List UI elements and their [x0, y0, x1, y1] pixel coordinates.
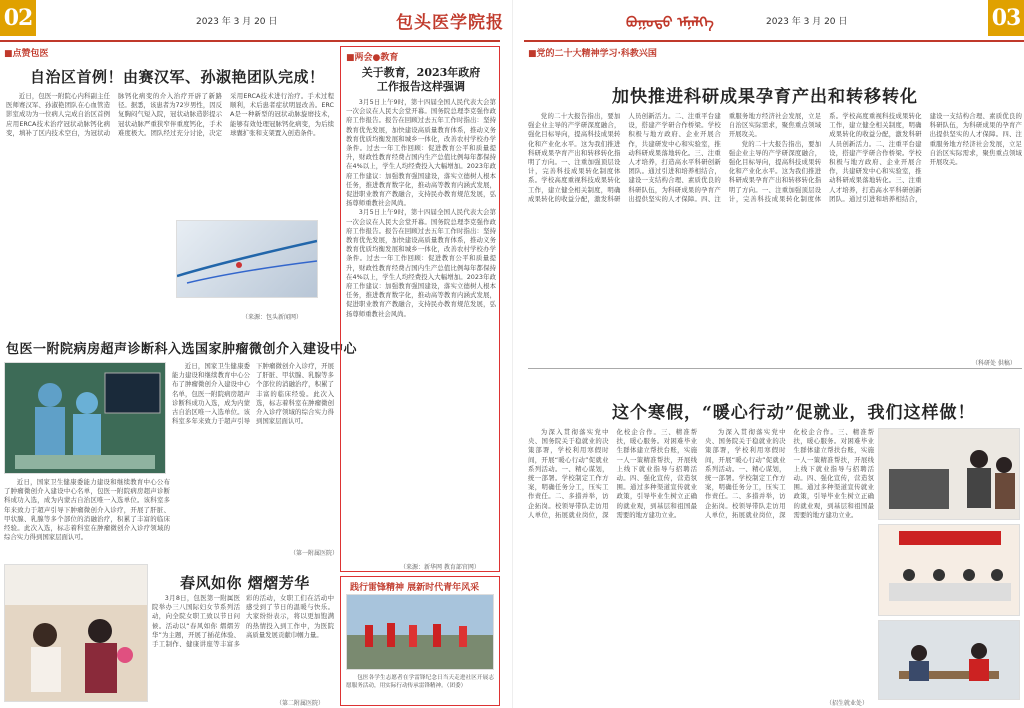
header-rule-left: [0, 40, 500, 42]
medical-device-photo: [176, 220, 318, 298]
meeting-illustration: [879, 525, 1020, 616]
article1-headline: 自治区首例！由赛汉军、孙淑艳团队完成！: [30, 68, 325, 86]
meeting-photo: [878, 524, 1020, 616]
date-left: 2023 年 3 月 20 日: [196, 16, 278, 27]
section-label-left: ■点赞包医: [4, 49, 49, 59]
office-photo: [878, 428, 1020, 520]
surgery-photo: [4, 362, 166, 474]
box-headline: [346, 66, 496, 94]
masthead-title: 包头医学院报: [396, 12, 504, 33]
right-article1-credit: （科研处 供稿）: [972, 360, 1016, 367]
box-label-leifeng: 践行雷锋精神 展新时代青年风采: [350, 583, 480, 593]
volunteer-illustration: [347, 595, 494, 670]
article3-credit: （第二附属医院）: [276, 700, 325, 707]
article2-headline: 包医一附院病房超声诊断科入选国家肿瘤微创介入建设中心: [6, 342, 358, 357]
page-number-left: 02: [0, 0, 36, 36]
right-article1-body: 党的二十大报告指出，要加强企业主导的产学研深度融合，强化目标导向，提高科技成果转化和产业化水平。这为我们推进科研成果孕育产出和转移转化指明了方向。一、注重加强顶层设计，完善科技成果转化制度体系。学校高度重视科技成果转化工作，建立健全相关制度，明确成果转化的收益分配，激发科研人员创新活力。二、注重平台建设，搭建产学研合作桥梁。学校积极与地方政府、企业开展合作，共建研发中心和实验室，推动科研成果落地转化。三、注重人才培养，打造高水平科研创新团队。通过引进和培养相结合，建设一支结构合理、素质优良的科研队伍，为科研成果的孕育产出提供坚实的人才保障。四、注重服务地方经济社会发展，立足自治区实际需求，聚焦重点领域开展攻关。 党的二十大报告指出，要加强企业主导的产学研深度融合，强化目标导向，提高科技成果转化和产业化水平。这为我们推进科研成果孕育产出和转移转化指明了方向。一、注重加强顶层设计，完善科技成果转化制度体系。学校高度重视科技成果转化工作，建立健全相关制度，明确成果转化的收益分配，激发科研人员创新活力。二、注重平台建设，搭建产学研合作桥梁。学校积极与地方政府、企业开展合作，共建研发中心和实验室，推动科研成果落地转化。三、注重人才培养，打造高水平科研创新团队。通过引进和培养相结合，建设一支结构合理、素质优良的科研队伍，为科研成果的孕育产出提供坚实的人才保障。四、注重服务地方经济社会发展，立足自治区实际需求，聚焦重点领域开展攻关。: [528, 112, 1022, 203]
page-number-right: 03: [988, 0, 1024, 36]
date-right: 2023 年 3 月 20 日: [766, 16, 848, 27]
box-body: 3月5日上午9时，第十四届全国人民代表大会第一次会议在人民大会堂开幕。国务院总理李克强作政府工作报告。报告在回顾过去五年工作时指出：坚持教育优先发展，加快建设高质量教育体系，推动义务教育优质均衡发展和城乡一体化，改善农村学校办学条件。过去一年工作回顾：促进教育公平和质量提升，财政性教育经费占国内生产总值比例每年都保持在4%以上，学生人均经费投入大幅增加。2023年政府工作建议：加强教育强国建设，落实立德树人根本任务，推进教育数字化，推动高等教育内涵式发展，促进职业教育产教融合，支持民办教育规范发展，弘扬尊师重教社会风尚。 3月5日上午9时，第十四届全国人民代表大会第一次会议在人民大会堂开幕。国务院总理李克强作政府工作报告。报告在回顾过去五年工作时指出：坚持教育优先发展，加快建设高质量教育体系，推动义务教育优质均衡发展和城乡一体化，改善农村学校办学条件。过去一年工作回顾：促进教育公平和质量提升，财政性教育经费占国内生产总值比例每年都保持在4%以上，学生人均经费投入大幅增加。2023年政府工作建议：加强教育强国建设，落实立德树人根本任务，推进教育数字化，推动高等教育内涵式发展，促进职业教育产教融合，支持民办教育规范发展，弘扬尊师重教社会风尚。: [346, 98, 496, 318]
article3-headline: 春风如你 熠熠芳华: [180, 574, 310, 592]
photo-caption: （来源：包头新闻网）: [242, 314, 303, 321]
box-headline-line1: 关于教育，2023年政府: [361, 66, 481, 79]
leifeng-caption: 包医各学生志愿者在学雷锋纪念日当天走进社区开展志愿服务活动，用实际行动传承雷锋精神。（团委）: [346, 675, 494, 689]
section-label-right: ■党的二十大精神学习·科教兴国: [528, 49, 657, 59]
box-label-left: ■两会●教育: [346, 53, 399, 63]
right-article1-headline: 加快推进科研成果孕育产出和转移转化: [612, 87, 918, 107]
article2-credit: （第一附属医院）: [290, 550, 339, 557]
event-illustration: [5, 565, 148, 702]
page-gutter: [512, 0, 513, 708]
article1-body: 近日，包医一附院心内科副主任医师赛汉军、孙淑艳团队在心血管造影室成功为一位病人完成自治区首例应用ERCA技术治疗冠状动脉钙化病变，填补了区内技术空白，为冠状动脉钙化病变的介入治疗开辟了新路径。据悉，该患者为72岁男性，因反复胸闷气短入院，冠状动脉造影提示冠状动脉严重狭窄伴重度钙化，手术难度极大。团队经过充分讨论，决定采用ERCA技术进行治疗。手术过程顺利，术后患者症状明显改善。ERCA是一种新型的冠状动脉旋磨技术，能够有效处理冠脉钙化病变，为后续球囊扩张和支架置入创造条件。: [6, 92, 334, 137]
volunteer-photo: [346, 594, 494, 670]
right-article2-headline: 这个寒假，“暖心行动”促就业，我们这样做！: [612, 403, 976, 423]
right-article2-body: 为深入贯彻落实党中央、国务院关于稳就业的决策部署，学校利用寒假时间，开展“暖心行动”促就业系列活动。一、精心谋划，统一部署。学校制定工作方案，明确任务分工，压实工作责任。二、多措并举，访企拓岗。校领导带队走访用人单位，拓展就业岗位，深化校企合作。三、精准帮扶，暖心服务。对困难毕业生群体建立帮扶台账，实施一人一策精准帮扶，开展线上线下就业指导与招聘活动。四、强化宣传，营造氛围。通过多种渠道宣传就业政策，引导毕业生树立正确的就业观，到基层和祖国最需要的地方建功立业。 为深入贯彻落实党中央、国务院关于稳就业的决策部署，学校利用寒假时间，开展“暖心行动”促就业系列活动。一、精心谋划，统一部署。学校制定工作方案，明确任务分工，压实工作责任。二、多措并举，访企拓岗。校领导带队走访用人单位，拓展就业岗位，深化校企合作。三、精准帮扶，暖心服务。对困难毕业生群体建立帮扶台账，实施一人一策精准帮扶，开展线上线下就业指导与招聘活动。四、强化宣传，营造氛围。通过多种渠道宣传就业政策，引导毕业生树立正确的就业观，到基层和祖国最需要的地方建功立业。: [528, 428, 874, 519]
article-divider: [528, 368, 1022, 369]
article3-body: 3月8日，包医第一附属医院举办三八国际妇女节系列活动，向全院女职工致以节日问候。活动以“春风如你 熠熠芳华”为主题，开展了插花体验、手工制作、健康讲座等丰富多彩的活动，女职工们在活动中感受到了节日的温暖与快乐。大家纷纷表示，将以更加饱满的热情投入到工作中，为医院高质量发展贡献巾帼力量。: [152, 594, 334, 649]
catheter-illustration: [177, 221, 318, 298]
surgery-illustration: [5, 363, 166, 474]
article2-body-cont: 近日，国家卫生健康委能力建设和继续教育中心公布了肿瘤微创介入建设中心名单，包医一附院病房超声诊断科成功入选，成为内蒙古自治区唯一入选单位。该科室多年来致力于超声引导下肿瘤微创介入诊疗，开展了肝脏、甲状腺、乳腺等多个部位的消融治疗，积累了丰富的临床经验。此次入选，标志着科室在肿瘤微创介入诊疗领域的综合实力得到国家层面认可。: [4, 478, 170, 542]
box-headline-line2: 工作报告这样强调: [377, 80, 465, 93]
article2-body: 近日，国家卫生健康委能力建设和继续教育中心公布了肿瘤微创介入建设中心名单，包医一附院病房超声诊断科成功入选，成为内蒙古自治区唯一入选单位。该科室多年来致力于超声引导下肿瘤微创介入诊疗，开展了肝脏、甲状腺、乳腺等多个部位的消融治疗，积累了丰富的临床经验。此次入选，标志着科室在肿瘤微创介入诊疗领域的综合实力得到国家层面认可。: [172, 362, 334, 426]
right-article2-credit: （招生就业处）: [826, 700, 869, 707]
womens-day-photo: [4, 564, 148, 702]
interview-illustration: [879, 621, 1020, 700]
interview-photo: [878, 620, 1020, 700]
header-rule-right: [524, 40, 1024, 42]
masthead-mongolian: ᠪᠣᠭᠣᠲᠣ ᠡᠮᠨᠡᠯᠭᠡ: [626, 15, 714, 31]
box-credit: （来源：新华网 教育部官网）: [400, 564, 480, 571]
office-illustration: [879, 429, 1020, 520]
